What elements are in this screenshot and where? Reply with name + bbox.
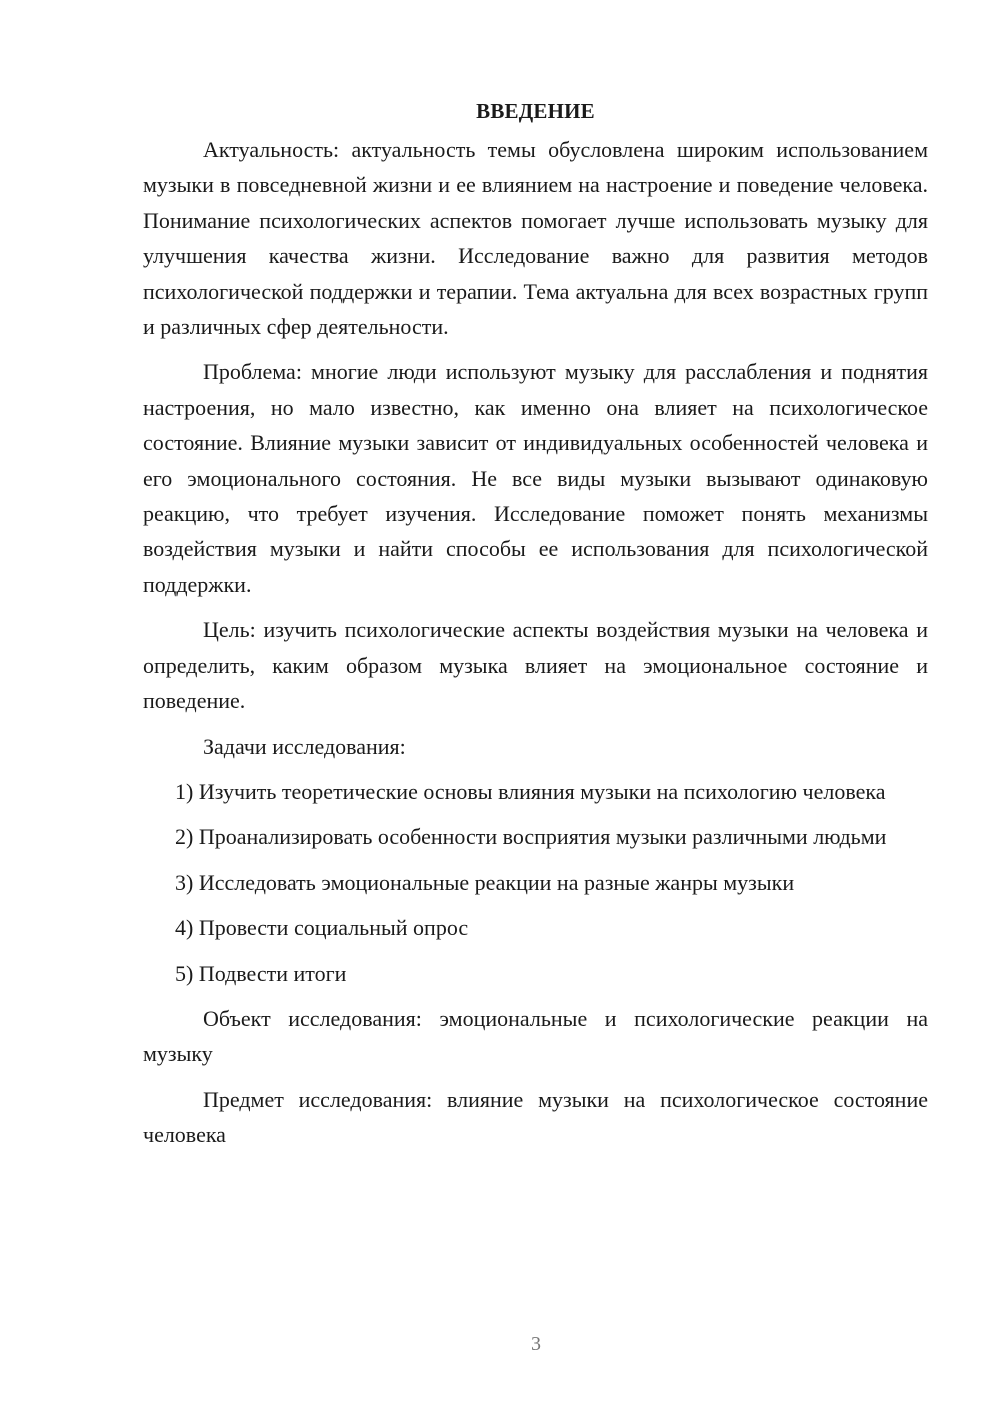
tasks-heading: Задачи исследования: <box>203 733 406 759</box>
goal-paragraph: Цель: изучить психологические аспекты воздействия музыки на человека и определить, каким образом музыка влияет на эмоциональное состояние и поведение. <box>143 617 928 714</box>
task-item-2: 2) Проанализировать особенности восприятия музыки различными людьми <box>175 824 887 850</box>
task-item-3: 3) Исследовать эмоциональные реакции на разные жанры музыки <box>175 869 795 895</box>
task-item-5: 5) Подвести итоги <box>175 960 347 986</box>
subject-paragraph: Предмет исследования: влияние музыки на психологическое состояние человека <box>143 1086 928 1148</box>
task-item-4: 4) Провести социальный опрос <box>175 915 469 941</box>
object-paragraph: Объект исследования: эмоциональные и психологические реакции на музыку <box>143 1005 928 1067</box>
page-title: ВВЕДЕНИЕ <box>476 99 595 123</box>
page-number: 3 <box>531 1333 541 1355</box>
relevance-paragraph: Актуальность: актуальность темы обусловлена широким использованием музыки в повседневной жизни и ее влиянием на настроение и поведение человека. Понимание психологических аспектов помогает лучше использовать музыку для улучшения качества жизни. Исследование важно для развития методов психологической поддержки и терапии. Тема актуальна для всех возрастных групп и различных сфер деятельности. <box>143 137 928 340</box>
task-item-1: 1) Изучить теоретические основы влияния музыки на психологию человека <box>175 778 886 804</box>
problem-paragraph: Проблема: многие люди используют музыку для расслабления и поднятия настроения, но мало известно, как именно она влияет на психологическое состояние. Влияние музыки зависит от индивидуальных особенностей человека и его эмоционального состояния. Не все виды музыки вызывают одинаковую реакцию, что требует изучения. Исследование поможет понять механизмы воздействия музыки и найти способы ее использования для психологической поддержки. <box>143 359 928 597</box>
tasks-list <box>143 774 928 991</box>
page-content <box>143 96 928 1163</box>
